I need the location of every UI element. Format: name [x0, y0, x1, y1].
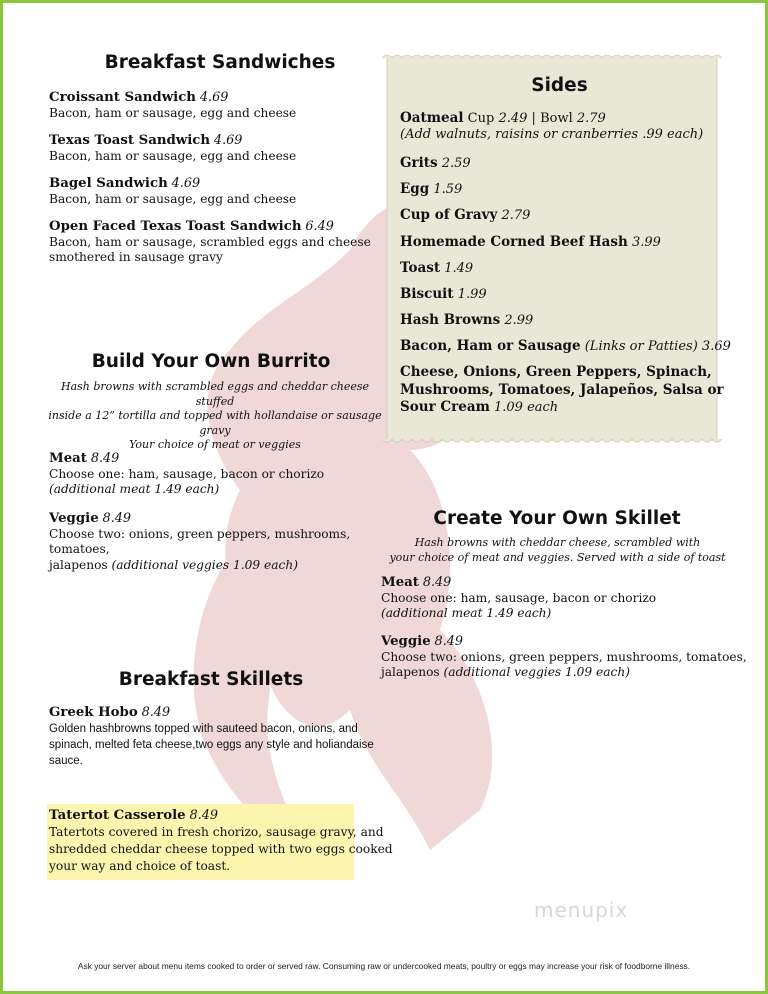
side-price: 2.79 [501, 208, 531, 223]
item-name: Greek Hobo [49, 705, 138, 720]
side-hash-browns [400, 312, 533, 329]
item-name: Tatertot Casserole [49, 808, 186, 823]
item-price: 8.49 [189, 808, 219, 823]
side-note: (Links or Patties) [584, 339, 698, 354]
extras-line: Cheese, Onions, Green Peppers, Spinach, [400, 364, 712, 380]
side-price: 2.59 [441, 156, 471, 171]
item-price: 4.69 [171, 176, 201, 191]
side-corned-beef [400, 234, 661, 251]
burrito-veggie [49, 511, 350, 573]
item-note: (additional meat 1.49 each) [49, 482, 220, 496]
item-description: tomatoes, [49, 542, 110, 556]
item-description: Choose two: onions, green peppers, mushrooms, [49, 526, 351, 541]
burrito-title: Build Your Own Burrito [91, 351, 331, 372]
extras-line: Sour Cream [400, 399, 490, 415]
item-note: (additional veggies 1.09 each) [111, 557, 298, 572]
item-name: Meat [381, 575, 419, 590]
item-price: 8.49 [102, 511, 132, 526]
desc-line: Hash browns with scrambled eggs and cheddar cheese stuffed [60, 380, 370, 408]
side-price: 1.49 [444, 261, 474, 276]
sides-title: Sides [531, 75, 588, 96]
side-name: Grits [400, 155, 438, 171]
side-oatmeal [400, 110, 703, 143]
item-description: Tatertots covered in fresh chorizo, sausage gravy, and [49, 825, 384, 839]
item-description: Choose two: onions, green peppers, mushrooms, tomatoes, [381, 649, 747, 664]
skillet-greek-hobo [49, 705, 374, 769]
menupix-watermark: menupix [534, 898, 629, 922]
burrito-meat [49, 451, 324, 498]
item-description: shredded cheddar cheese topped with two eggs cooked [49, 842, 393, 856]
side-egg [400, 181, 462, 198]
item-description: your way and choice of toast. [49, 859, 231, 873]
side-gravy [400, 207, 530, 224]
item-description: Bacon, ham or sausage, egg and cheese [49, 191, 297, 206]
side-name: Oatmeal [400, 110, 464, 126]
item-name: Bagel Sandwich [49, 176, 168, 191]
item-name: Open Faced Texas Toast Sandwich [49, 219, 302, 234]
item-description: Bacon, ham or sausage, egg and cheese [49, 148, 297, 163]
item-price: 8.49 [434, 634, 464, 649]
side-name: Biscuit [400, 286, 454, 302]
item-description: Choose one: ham, sausage, bacon or chorizo [49, 466, 325, 481]
item-note: (additional veggies 1.09 each) [443, 665, 630, 679]
item-price: 8.49 [141, 705, 171, 720]
item-name: Veggie [381, 634, 431, 649]
side-name: Egg [400, 181, 430, 197]
item-description: Bacon, ham or sausage, scrambled eggs and cheese [49, 234, 371, 249]
skillet-veggie [381, 634, 747, 681]
footer-disclaimer: Ask your server about menu items cooked to order or served raw. Consuming raw or undercooked meats, poultry or eggs may increase your risk of foodborne illness. [77, 961, 691, 971]
item-price: 8.49 [90, 451, 120, 466]
menu-item-bagel [49, 176, 296, 207]
desc-line: gravy [199, 423, 231, 437]
side-extras [400, 364, 724, 417]
bowl-price: 2.79 [576, 111, 606, 126]
item-description: Bacon, ham or sausage, egg and cheese [49, 105, 297, 120]
item-description: jalapenos [381, 665, 440, 679]
item-description: Choose one: ham, sausage, bacon or chorizo [381, 590, 657, 605]
item-description: spinach, melted feta cheese,two eggs any style and holiandaise [49, 738, 374, 751]
side-name: Bacon, Ham or Sausage [400, 338, 581, 354]
desc-line: inside a 12” tortilla and topped with hollandaise or sausage [48, 409, 382, 422]
item-name: Meat [49, 451, 87, 466]
separator: | [531, 111, 536, 126]
item-price: 4.69 [213, 133, 243, 148]
burrito-description [45, 380, 385, 453]
menu-item-texas-toast [49, 133, 296, 164]
item-name: Texas Toast Sandwich [49, 133, 211, 148]
side-grits [400, 155, 471, 172]
item-description: sauce. [49, 754, 83, 767]
item-description: jalapenos [49, 557, 108, 572]
side-price: 3.69 [701, 339, 731, 354]
side-price: 1.59 [433, 182, 463, 197]
item-name: Croissant Sandwich [49, 90, 196, 105]
side-name: Hash Browns [400, 312, 501, 328]
side-price: 1.99 [457, 287, 487, 302]
cup-price: 2.49 [498, 111, 528, 126]
item-price: 4.69 [199, 90, 229, 105]
side-name: Homemade Corned Beef Hash [400, 234, 628, 250]
menu-item-croissant [49, 90, 296, 121]
side-biscuit [400, 286, 487, 303]
side-toast [400, 260, 473, 277]
menu-item-open-faced [49, 219, 371, 266]
desc-line: Your choice of meat or veggies [129, 438, 301, 451]
side-price: 2.99 [504, 313, 534, 328]
side-price: 3.99 [631, 235, 661, 250]
skillet-description [385, 536, 730, 565]
breakfast-skillets-title: Breakfast Skillets [118, 669, 304, 690]
side-name: Toast [400, 260, 441, 276]
item-description: Golden hashbrowns topped with sauteed bacon, onions, and [49, 722, 358, 735]
item-price: 8.49 [422, 575, 452, 590]
side-name: Cup of Gravy [400, 207, 498, 223]
item-name: Veggie [49, 511, 99, 526]
item-price: 6.49 [305, 219, 334, 234]
skillet-tatertot [49, 807, 393, 875]
skillet-meat [381, 575, 656, 622]
skillet-title: Create Your Own Skillet [433, 508, 681, 529]
breakfast-sandwiches-title: Breakfast Sandwiches [104, 52, 336, 73]
oatmeal-note: (Add walnuts, raisins or cranberries .99 each) [400, 127, 704, 142]
item-note: (additional meat 1.49 each) [381, 606, 552, 620]
side-bacon-ham-sausage [400, 338, 731, 355]
desc-line: Hash browns with cheddar cheese, scrambled with [414, 536, 701, 549]
side-price: 1.09 each [494, 400, 559, 415]
bowl-label: Bowl [540, 111, 573, 126]
extras-line: Mushrooms, Tomatoes, Jalapeños, Salsa or [400, 381, 724, 398]
cup-label: Cup [467, 111, 495, 126]
item-description: smothered in sausage gravy [49, 250, 223, 264]
desc-line: your choice of meat and veggies. Served with a side of toast [389, 550, 726, 564]
